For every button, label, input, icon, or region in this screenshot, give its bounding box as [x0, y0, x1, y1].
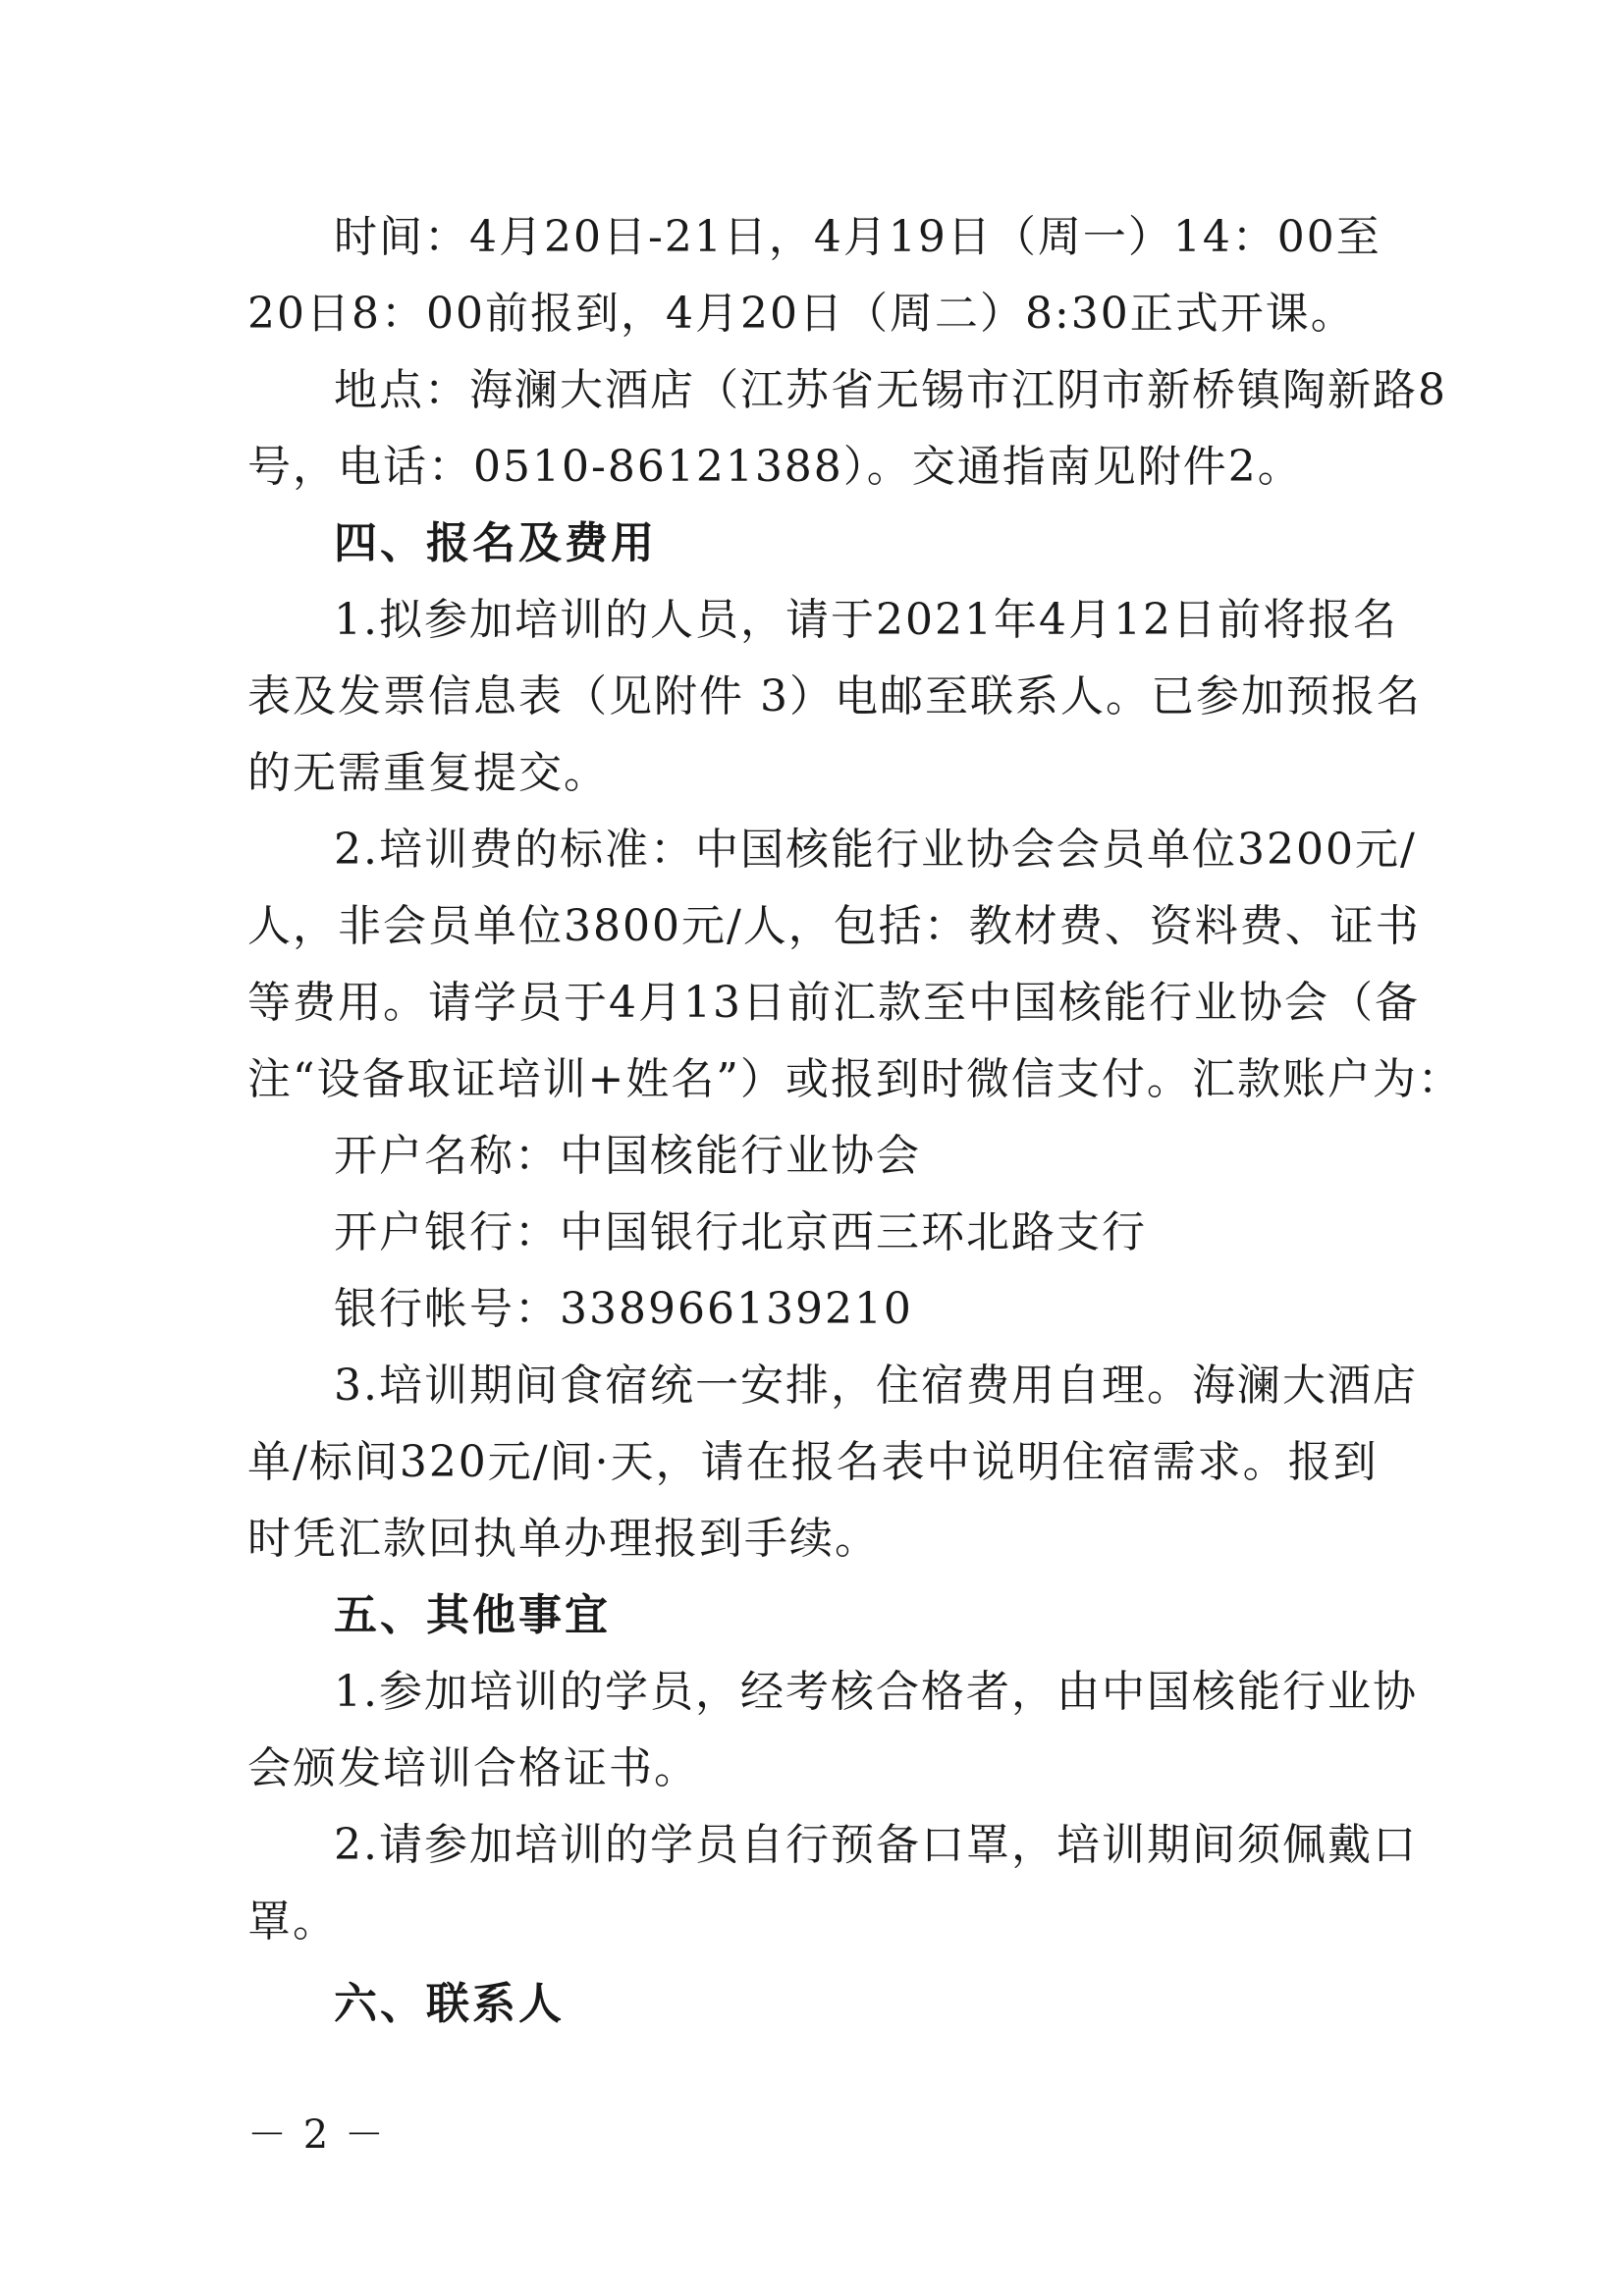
- other-item-2-line-2: 罩。: [247, 1896, 338, 1947]
- fee-item-line-2: 人，非会员单位3800元/人，包括：教材费、资料费、证书: [247, 901, 1421, 951]
- account-bank: 开户银行：中国银行北京西三环北路支行: [334, 1207, 1147, 1257]
- fee-item-line-3: 等费用。请学员于4月13日前汇款至中国核能行业协会（备: [247, 978, 1420, 1028]
- other-item-2-line-1: 2.请参加培训的学员自行预备口罩，培训期间须佩戴口: [334, 1820, 1418, 1870]
- accommodation-line-1: 3.培训期间食宿统一安排，住宿费用自理。海澜大酒店: [334, 1361, 1418, 1411]
- time-line-1: 时间：4月20日-21日，4月19日（周一）14：00至: [334, 212, 1381, 262]
- account-name: 开户名称：中国核能行业协会: [334, 1131, 921, 1181]
- account-number: 银行帐号：338966139210: [334, 1284, 913, 1334]
- page-number: － 2 －: [247, 2112, 386, 2158]
- section-heading-contact: 六、联系人: [334, 1979, 565, 2029]
- registration-item-1-line-3: 的无需重复提交。: [247, 748, 609, 798]
- location-line-2: 号，电话：0510-86121388）。交通指南见附件2。: [247, 442, 1303, 492]
- accommodation-line-3: 时凭汇款回执单办理报到手续。: [247, 1514, 880, 1564]
- location-line-1: 地点：海澜大酒店（江苏省无锡市江阴市新桥镇陶新路8: [334, 365, 1447, 415]
- accommodation-line-2: 单/标间320元/间·天，请在报名表中说明住宿需求。报到: [247, 1437, 1379, 1487]
- section-heading-registration: 四、报名及费用: [334, 518, 657, 568]
- fee-item-line-1: 2.培训费的标准：中国核能行业协会会员单位3200元/: [334, 825, 1417, 875]
- fee-item-line-4: 注“设备取证培训+姓名”）或报到时微信支付。汇款账户为：: [247, 1054, 1463, 1104]
- other-item-1-line-1: 1.参加培训的学员，经考核合格者，由中国核能行业协: [334, 1667, 1418, 1717]
- registration-item-1-line-2: 表及发票信息表（见附件 3）电邮至联系人。已参加预报名: [247, 671, 1422, 721]
- time-line-2: 20日8：00前报到，4月20日（周二）8:30正式开课。: [247, 289, 1356, 339]
- other-item-1-line-2: 会颁发培训合格证书。: [247, 1743, 699, 1793]
- section-heading-other: 五、其他事宜: [334, 1590, 611, 1640]
- registration-item-1-line-1: 1.拟参加培训的人员，请于2021年4月12日前将报名: [334, 595, 1398, 645]
